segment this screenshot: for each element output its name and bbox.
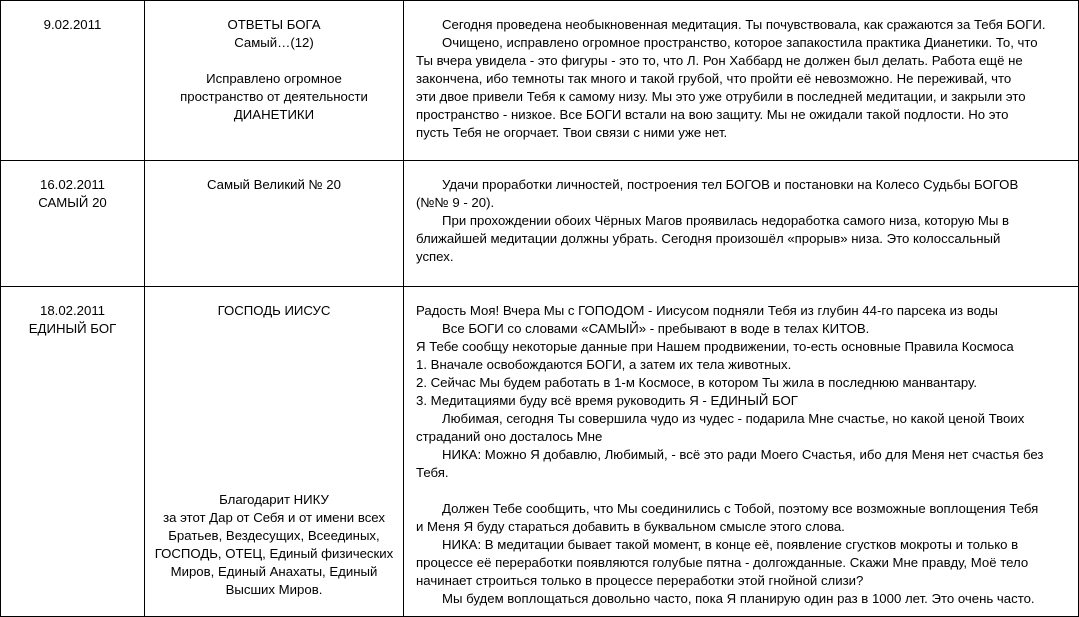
entry-note: Братьев, Вездесущих, Всеединых, bbox=[168, 528, 380, 543]
text-line: эти двое привели Тебя к самому низу. Мы это уже отрубили в последней медитации, и закрыли это bbox=[416, 89, 1026, 104]
text-cell bbox=[404, 161, 1079, 287]
text-line: процессе её переработки появляются голубые пятна - долгожданные. Скажи Мне правду, Моё тело bbox=[416, 555, 1029, 570]
text-line: 1. Вначале освобождаются БОГИ, а затем их тела животных. bbox=[416, 357, 792, 372]
text-line: Любимая, сегодня Ты совершила чудо из чудес - подарила Мне счастье, но какой ценой Твоих bbox=[442, 411, 1025, 426]
text-line: Мы будем воплощаться довольно часто, пока Я планирую один раз в 1000 лет. Это очень часто. bbox=[442, 591, 1035, 606]
text-line: страданий оно досталось Мне bbox=[416, 429, 603, 444]
entry-note: Миров, Единый Анахаты, Единый bbox=[170, 564, 378, 579]
text-line: 2. Сейчас Мы будем работать в 1-м Космосе, в котором Ты жила в последнюю манвантару. bbox=[416, 375, 977, 390]
text-line: и Меня Я буду стараться добавить в буквальном смысле этого слова. bbox=[416, 519, 845, 534]
text-line: Радость Моя! Вчера Мы с ГОПОДОМ - Иисусом подняли Тебя из глубин 44-го парсека из воды bbox=[416, 303, 998, 318]
table-row bbox=[1, 161, 1079, 287]
entry-date: 16.02.2011 bbox=[39, 177, 106, 192]
text-line: При прохождении обоих Чёрных Магов проявилась недоработка самого низа, которую Мы в bbox=[442, 213, 1010, 228]
text-line: начинает строиться только в процессе переработки этой гнойной слизи? bbox=[416, 573, 864, 588]
text-line: Должен Тебе сообщить, что Мы соединились с Тобой, поэтому все возможные воплощения Тебя bbox=[442, 501, 1039, 516]
text-line: Ты вчера увидела - это фигуры - это то, что Л. Рон Хаббард не должен был делать. Работа ещё не bbox=[416, 53, 1023, 68]
table-row bbox=[1, 287, 1079, 617]
text-line: (№№ 9 - 20). bbox=[416, 195, 495, 210]
text-line: ближайшей медитации должны убрать. Сегодня произошёл «прорыв» низа. Это колоссальный bbox=[416, 231, 1001, 246]
entry-date-sub: САМЫЙ 20 bbox=[38, 195, 107, 210]
title-cell bbox=[145, 287, 404, 617]
title-cell bbox=[145, 161, 404, 287]
text-cell bbox=[404, 1, 1079, 161]
text-line: пусть Тебя не огорчает. Твои связи с ними уже нет. bbox=[416, 125, 728, 140]
entry-note: Исправлено огромное bbox=[206, 71, 342, 86]
date-cell bbox=[1, 287, 145, 617]
entry-title: Самый Великий № 20 bbox=[207, 177, 341, 192]
entry-note: Высших Миров. bbox=[225, 582, 323, 597]
date-cell bbox=[1, 161, 145, 287]
text-line: 3. Медитациями буду всё время руководить Я - ЕДИНЫЙ БОГ bbox=[416, 393, 798, 408]
entry-note: ДИАНЕТИКИ bbox=[233, 107, 315, 122]
text-cell bbox=[404, 287, 1079, 617]
text-line: Удачи проработки личностей, построения тел БОГОВ и постановки на Колесо Судьбы БОГОВ bbox=[442, 177, 1019, 192]
title-cell bbox=[145, 1, 404, 161]
text-line: пространство - низкое. Все БОГИ встали на вою защиту. Мы не ожидали такой подлости. Но это bbox=[416, 107, 1009, 122]
entry-date-sub: ЕДИНЫЙ БОГ bbox=[28, 321, 117, 336]
table-row bbox=[1, 1, 1079, 161]
text-line: Сегодня проведена необыкновенная медитация. Ты почувствовала, как сражаются за Тебя БОГИ. bbox=[442, 17, 1046, 32]
text-line: НИКА: Можно Я добавлю, Любимый, - всё это ради Моего Счастья, ибо для Меня нет счастья без bbox=[442, 447, 1044, 462]
text-line: успех. bbox=[416, 249, 454, 264]
entry-date: 9.02.2011 bbox=[43, 17, 102, 32]
entry-date: 18.02.2011 bbox=[39, 303, 106, 318]
text-line: закончена, ибо темноты так много и такой грубой, что пройти её невозможно. Не переживай, что bbox=[416, 71, 1012, 86]
date-cell bbox=[1, 1, 145, 161]
entry-subtitle: Самый…(12) bbox=[234, 35, 314, 50]
text-line: Тебя. bbox=[416, 465, 449, 480]
text-line: НИКА: В медитации бывает такой момент, в конце её, появление сгустков мокроты и только в bbox=[442, 537, 1019, 552]
entry-note: Благодарит НИКУ bbox=[219, 492, 329, 507]
entry-title: ГОСПОДЬ ИИСУС bbox=[217, 303, 331, 318]
text-line: Я Тебе сообщу некоторые данные при Нашем продвижении, то-есть основные Правила Космоса bbox=[416, 339, 1014, 354]
entry-note: за этот Дар от Себя и от имени всех bbox=[163, 510, 385, 525]
entry-title: ОТВЕТЫ БОГА bbox=[227, 17, 321, 32]
entry-note: ГОСПОДЬ, ОТЕЦ, Единый физических bbox=[154, 546, 394, 561]
entry-note: пространство от деятельности bbox=[180, 89, 368, 104]
text-line: Все БОГИ со словами «САМЫЙ» - пребывают в воде в телах КИТОВ. bbox=[442, 321, 870, 336]
text-line: Очищено, исправлено огромное пространство, которое запакостила практика Дианетики. То, что bbox=[442, 35, 1038, 50]
